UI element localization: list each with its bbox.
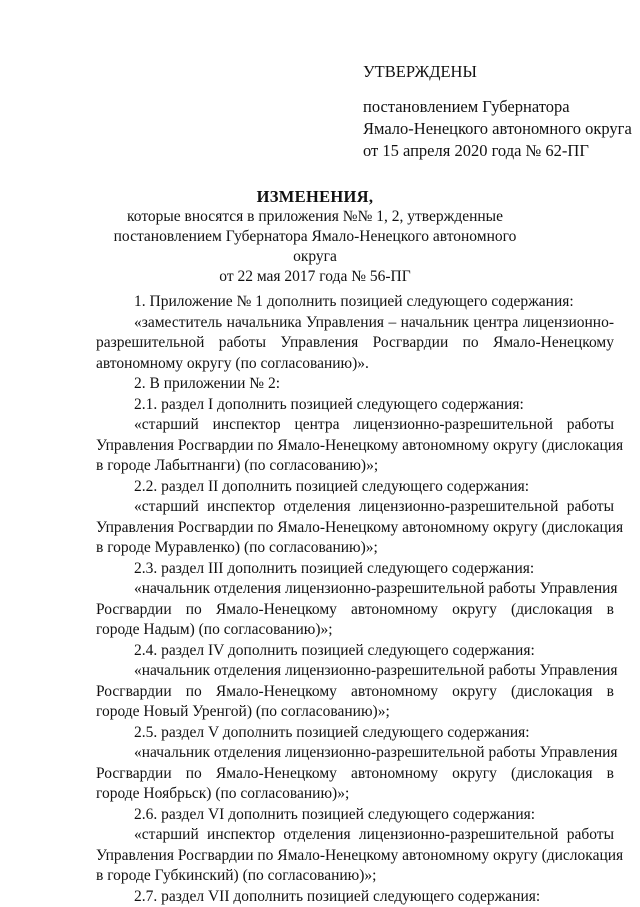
- body-line: «начальник отделения лицензионно-разрешительной работы Управления: [96, 661, 614, 682]
- body-line: «старший инспектор отделения лицензионно-разрешительной работы: [96, 497, 614, 518]
- body-line: городе Ноябрьск) (по согласованию)»;: [96, 784, 614, 805]
- body-line: «начальник отделения лицензионно-разрешительной работы Управления: [96, 579, 614, 600]
- body-line: «старший инспектор центра лицензионно-разрешительной работы: [96, 415, 614, 436]
- document-body: [96, 292, 614, 907]
- body-line: Управления Росгвардии по Ямало-Ненецкому автономному округу (дислокация: [96, 846, 614, 867]
- body-line: 2.6. раздел VI дополнить позицией следующего содержания:: [96, 805, 614, 826]
- body-line: в городе Муравленко) (по согласованию)»;: [96, 538, 614, 559]
- approval-line: постановлением Губернатора: [363, 96, 632, 118]
- body-line: 2. В приложении № 2:: [96, 374, 614, 395]
- body-line: 2.3. раздел III дополнить позицией следующего содержания:: [96, 559, 614, 580]
- document-subtitle-line: от 22 мая 2017 года № 56-ПГ: [95, 267, 535, 287]
- document-subtitle-line: которые вносятся в приложения №№ 1, 2, утвержденные: [95, 207, 535, 227]
- body-line: Росгвардии по Ямало-Ненецкому автономному округу (дислокация в: [96, 764, 614, 785]
- body-line: Росгвардии по Ямало-Ненецкому автономному округу (дислокация в: [96, 600, 614, 621]
- body-line: 1. Приложение № 1 дополнить позицией следующего содержания:: [96, 292, 614, 313]
- body-line: разрешительной работы Управления Росгвардии по Ямало-Ненецкому: [96, 333, 614, 354]
- body-line: 2.4. раздел IV дополнить позицией следующего содержания:: [96, 641, 614, 662]
- body-line: 2.2. раздел II дополнить позицией следующего содержания:: [96, 477, 614, 498]
- body-line: 2.1. раздел I дополнить позицией следующего содержания:: [96, 395, 614, 416]
- body-line: 2.5. раздел V дополнить позицией следующего содержания:: [96, 723, 614, 744]
- document-title-block: [95, 187, 535, 287]
- approval-line: Ямало-Ненецкого автономного округа: [363, 118, 632, 140]
- body-line: в городе Губкинский) (по согласованию)»;: [96, 866, 614, 887]
- approval-heading: УТВЕРЖДЕНЫ: [363, 61, 632, 83]
- body-line: городе Новый Уренгой) (по согласованию)»;: [96, 702, 614, 723]
- approval-line: от 15 апреля 2020 года № 62-ПГ: [363, 140, 632, 162]
- body-line: Управления Росгвардии по Ямало-Ненецкому автономному округу (дислокация: [96, 436, 614, 457]
- body-line: Управления Росгвардии по Ямало-Ненецкому автономному округу (дислокация: [96, 518, 614, 539]
- body-line: автономному округу (по согласованию)».: [96, 354, 614, 375]
- body-line: 2.7. раздел VII дополнить позицией следующего содержания:: [96, 887, 614, 907]
- document-subtitle-line: постановлением Губернатора Ямало-Ненецкого автономного округа: [95, 227, 535, 267]
- body-line: городе Надым) (по согласованию)»;: [96, 620, 614, 641]
- body-line: Росгвардии по Ямало-Ненецкому автономному округу (дислокация в: [96, 682, 614, 703]
- body-line: «старший инспектор отделения лицензионно-разрешительной работы: [96, 825, 614, 846]
- body-line: в городе Лабытнанги) (по согласованию)»;: [96, 456, 614, 477]
- document-title: ИЗМЕНЕНИЯ,: [95, 187, 535, 207]
- body-line: «заместитель начальника Управления – начальник центра лицензионно-: [96, 313, 614, 334]
- body-line: «начальник отделения лицензионно-разрешительной работы Управления: [96, 743, 614, 764]
- approval-stamp: [363, 61, 632, 162]
